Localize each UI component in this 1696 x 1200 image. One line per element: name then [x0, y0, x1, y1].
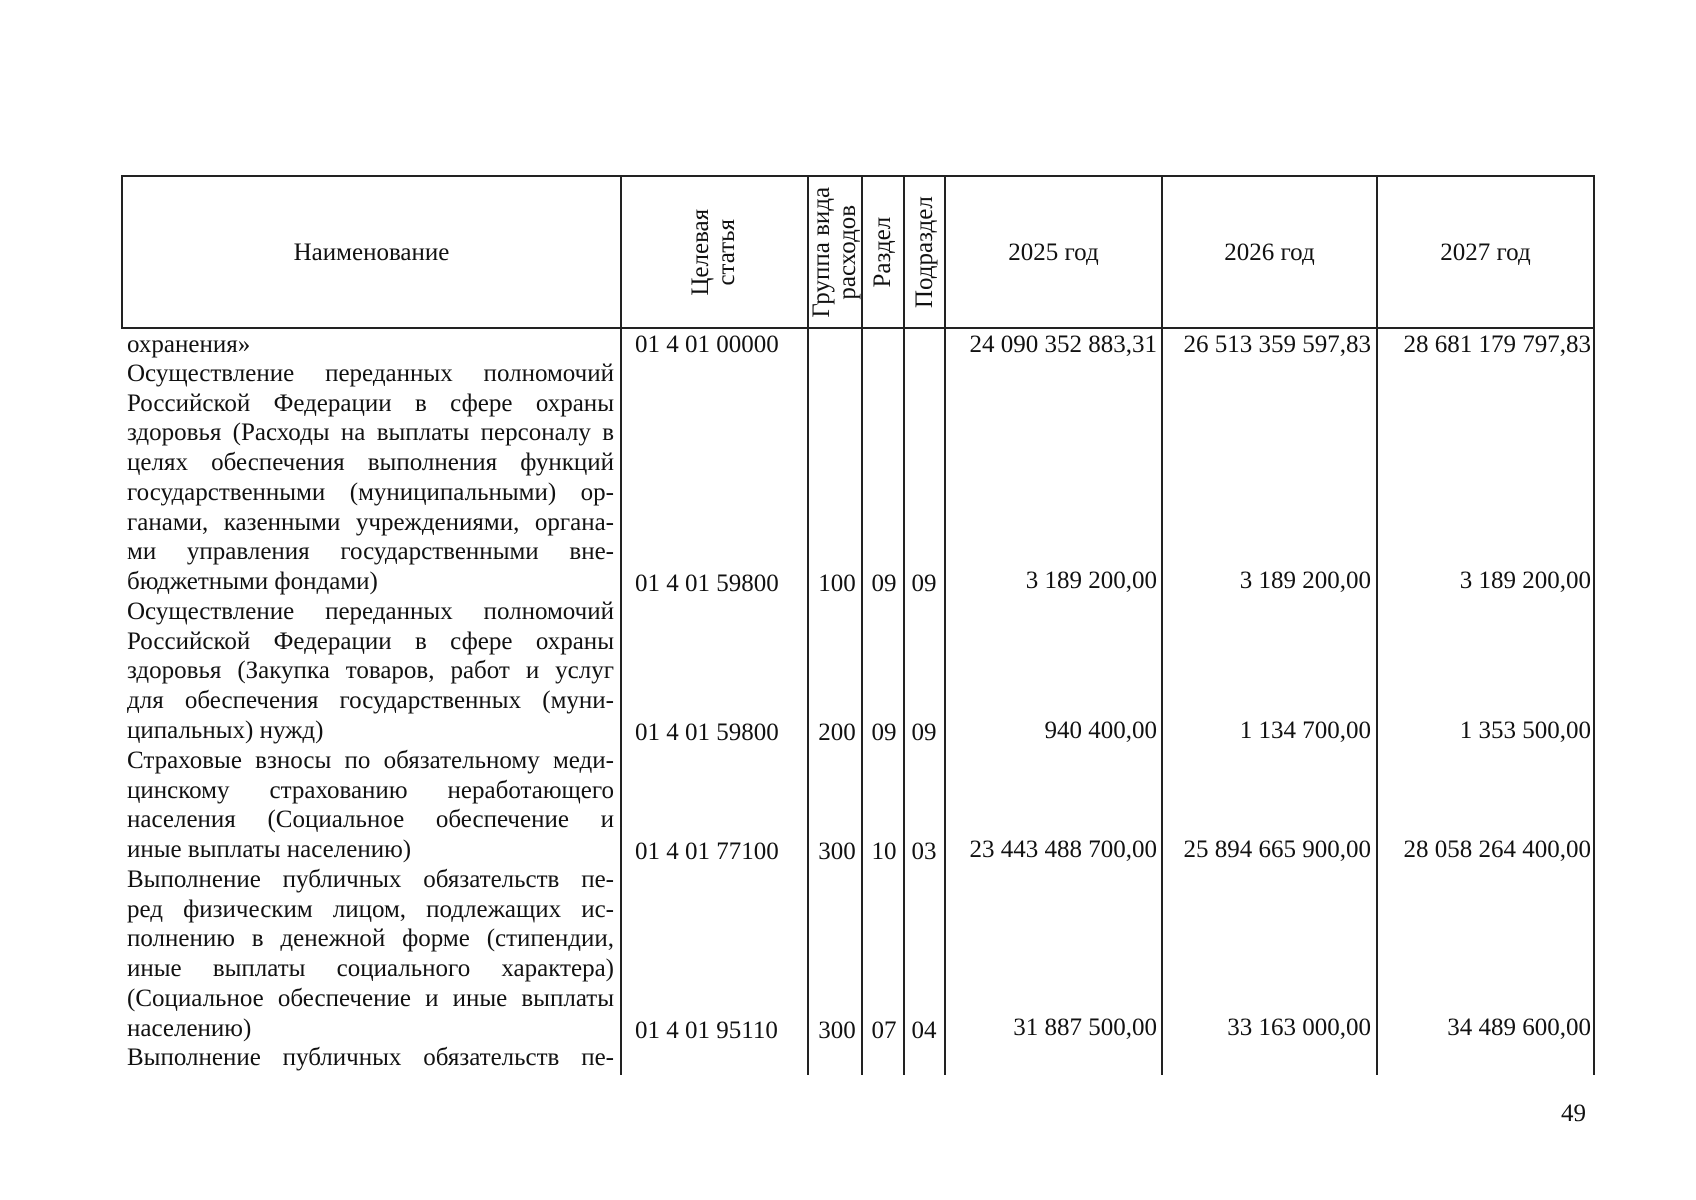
table-row-4-name: Выполнение публичных обязательств пе- ред физическим лицом, подлежащих ис- полнению в денежной форме (стипендии, иные выплаты социального характера) (Социальное обеспечение и иные выплаты населению)	[127, 866, 614, 1042]
table-row-1-code: 01 4 01 59800	[635, 570, 779, 597]
table-row-2-group: 200	[818, 719, 856, 746]
table-row-5-name: Выполнение публичных обязательств пе-	[127, 1044, 614, 1071]
table-row-4-2026: 33 163 000,00	[1227, 1014, 1371, 1041]
table-row-0-2026: 26 513 359 597,83	[1183, 331, 1371, 358]
table-row-2-2026: 1 134 700,00	[1239, 717, 1371, 744]
header-name: Наименование	[293, 238, 450, 266]
table-row-3-group: 300	[818, 838, 856, 865]
table-row-4-2027: 34 489 600,00	[1447, 1014, 1591, 1041]
table-row-2-subsection: 09	[911, 719, 937, 746]
table-row-2-2025: 940 400,00	[1044, 717, 1157, 744]
table-row-4-section: 07	[871, 1017, 897, 1044]
table-row-2-code: 01 4 01 59800	[635, 719, 779, 746]
header-year-2025: 2025 год	[1008, 238, 1099, 266]
table-row-0-name: охранения»	[127, 331, 251, 358]
table-row-0-2025: 24 090 352 883,31	[969, 331, 1157, 358]
table-row-3-2027: 28 058 264 400,00	[1403, 836, 1591, 863]
table-row-0-code: 01 4 01 00000	[635, 331, 779, 358]
table-row-3-2026: 25 894 665 900,00	[1183, 836, 1371, 863]
table-row-1-2027: 3 189 200,00	[1459, 567, 1591, 594]
page-number: 49	[1561, 1100, 1586, 1127]
table-row-0-2027: 28 681 179 797,83	[1403, 331, 1591, 358]
table-row-4-2025: 31 887 500,00	[1013, 1014, 1157, 1041]
header-target-article: Целевая статья	[687, 208, 741, 296]
budget-table	[121, 175, 1595, 1075]
header-section: Раздел	[868, 216, 896, 288]
header-bottom-border	[121, 327, 1595, 329]
table-row-3-subsection: 03	[911, 838, 937, 865]
table-row-4-code: 01 4 01 95110	[635, 1017, 778, 1044]
table-row-3-section: 10	[871, 838, 897, 865]
header-subsection: Подраздел	[910, 196, 938, 308]
table-row-1-2026: 3 189 200,00	[1239, 567, 1371, 594]
table-row-3-code: 01 4 01 77100	[635, 838, 779, 865]
table-row-2-section: 09	[871, 719, 897, 746]
table-row-4-subsection: 04	[911, 1017, 937, 1044]
table-row-1-group: 100	[818, 570, 856, 597]
header-year-2027: 2027 год	[1440, 238, 1531, 266]
table-row-1-2025: 3 189 200,00	[1025, 567, 1157, 594]
table-row-1-section: 09	[871, 570, 897, 597]
col-border-right	[1593, 175, 1595, 1075]
table-row-2-name: Осуществление переданных полномочий Российской Федерации в сфере охраны здоровья (Закупка товаров, работ и услуг для обеспечения государственных (муни- ципальных) нужд)	[127, 598, 614, 744]
table-row-2-2027: 1 353 500,00	[1459, 717, 1591, 744]
table-row-4-group: 300	[818, 1017, 856, 1044]
table-row-3-name: Страховые взносы по обязательному меди- цинскому страхованию неработающего населения (Социальное обеспечение и иные выплаты населению)	[127, 747, 614, 864]
table-row-3-2025: 23 443 488 700,00	[969, 836, 1157, 863]
table-row-1-name: Осуществление переданных полномочий Российской Федерации в сфере охраны здоровья (Расходы на выплаты персоналу в целях обеспечения выполнения функций государственными (муниципальными) ор- ганами, казенными учреждениями, органа- ми управления государственными вне- бюджетными фондами)	[127, 360, 614, 595]
header-year-2026: 2026 год	[1224, 238, 1315, 266]
header-expense-group: Группа вида расходов	[807, 186, 861, 318]
table-row-1-subsection: 09	[911, 570, 937, 597]
